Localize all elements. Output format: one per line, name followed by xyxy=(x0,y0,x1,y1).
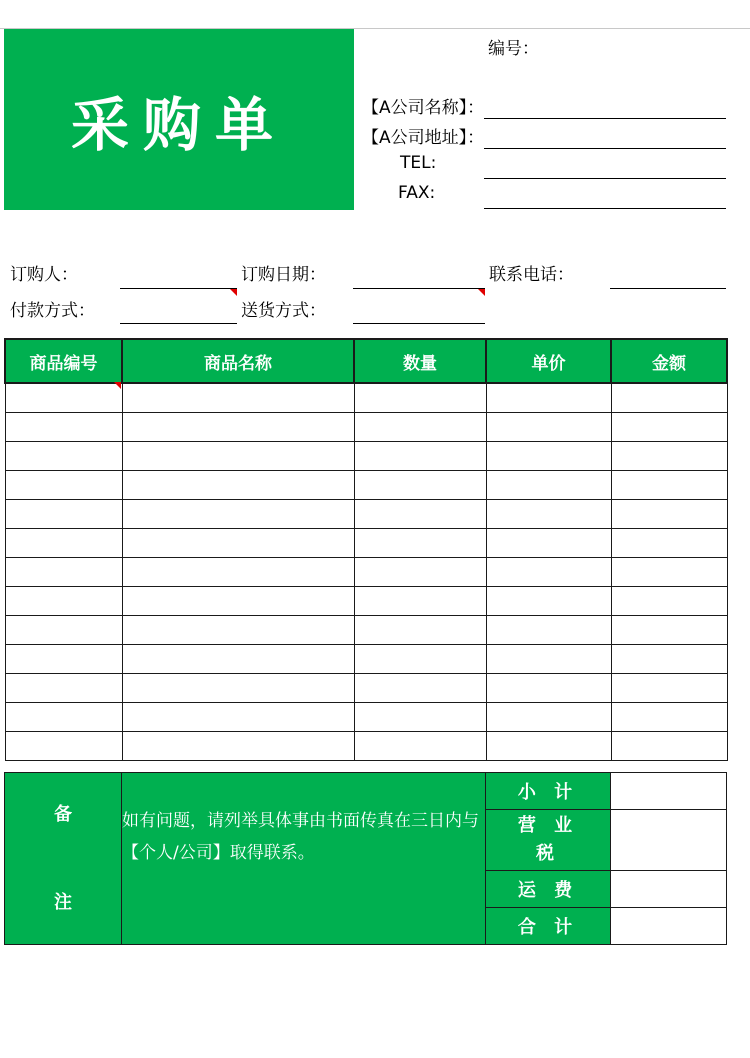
total-value[interactable] xyxy=(611,908,727,945)
table-row xyxy=(5,703,727,732)
table-row xyxy=(5,645,727,674)
col-header-item-code: 商品编号 xyxy=(5,339,122,383)
unit-price-cell[interactable] xyxy=(486,500,611,529)
comment-marker xyxy=(230,289,237,296)
fax-field[interactable] xyxy=(484,208,726,209)
order-date-label: 订购日期： xyxy=(241,265,326,285)
payment-field[interactable] xyxy=(120,323,237,324)
quantity-cell[interactable] xyxy=(354,645,486,674)
table-row xyxy=(5,732,727,761)
item-name-cell[interactable] xyxy=(122,442,354,471)
item-name-cell[interactable] xyxy=(122,645,354,674)
remarks-text-cell xyxy=(122,773,486,945)
amount-cell[interactable] xyxy=(611,645,727,674)
page-title: 采购单 xyxy=(70,90,287,159)
table-header-row xyxy=(5,339,727,383)
item-code-cell[interactable] xyxy=(5,732,122,761)
item-code-cell[interactable] xyxy=(5,674,122,703)
quantity-cell[interactable] xyxy=(354,442,486,471)
col-header-quantity: 数量 xyxy=(354,339,486,383)
order-date-field[interactable] xyxy=(353,288,485,289)
item-code-cell[interactable] xyxy=(5,558,122,587)
table-row xyxy=(5,558,727,587)
amount-cell[interactable] xyxy=(611,413,727,442)
quantity-cell[interactable] xyxy=(354,500,486,529)
shipping-value[interactable] xyxy=(611,871,727,908)
unit-price-cell[interactable] xyxy=(486,587,611,616)
business-tax-value[interactable] xyxy=(611,810,727,871)
table-row xyxy=(5,587,727,616)
table-row xyxy=(5,529,727,558)
quantity-cell[interactable] xyxy=(354,703,486,732)
unit-price-cell[interactable] xyxy=(486,529,611,558)
item-name-cell[interactable] xyxy=(122,500,354,529)
amount-cell[interactable] xyxy=(611,500,727,529)
remarks-label-cell xyxy=(5,773,122,945)
item-code-cell[interactable] xyxy=(5,413,122,442)
total-label: 合 计 xyxy=(486,908,611,945)
amount-cell[interactable] xyxy=(611,703,727,732)
quantity-cell[interactable] xyxy=(354,674,486,703)
phone-field[interactable] xyxy=(610,288,726,289)
business-tax-label-2: 税 xyxy=(536,843,560,864)
amount-cell[interactable] xyxy=(611,529,727,558)
delivery-field[interactable] xyxy=(353,323,485,324)
unit-price-cell[interactable] xyxy=(486,383,611,413)
unit-price-cell[interactable] xyxy=(486,674,611,703)
remarks-label-1: 备 xyxy=(54,803,72,825)
amount-cell[interactable] xyxy=(611,616,727,645)
payment-label: 付款方式： xyxy=(10,301,95,321)
quantity-cell[interactable] xyxy=(354,471,486,500)
items-table xyxy=(4,338,728,761)
remarks-text: 如有问题，请列举具体事由书面传真在三日内与【个人/公司】取得联系。 xyxy=(122,810,479,863)
company-name-field[interactable] xyxy=(484,118,726,119)
item-name-cell[interactable] xyxy=(122,529,354,558)
item-name-cell[interactable] xyxy=(122,703,354,732)
unit-price-cell[interactable] xyxy=(486,616,611,645)
title-banner xyxy=(4,29,354,210)
comment-marker xyxy=(114,382,121,389)
business-tax-label-cell xyxy=(486,810,611,871)
company-name-label: 【A公司名称】： xyxy=(362,98,485,118)
item-name-cell[interactable] xyxy=(122,383,354,413)
item-code-cell[interactable] xyxy=(5,500,122,529)
col-header-amount: 金额 xyxy=(611,339,727,383)
item-name-cell[interactable] xyxy=(122,732,354,761)
item-name-cell[interactable] xyxy=(122,471,354,500)
table-row xyxy=(5,442,727,471)
amount-cell[interactable] xyxy=(611,674,727,703)
company-address-field[interactable] xyxy=(484,148,726,149)
unit-price-cell[interactable] xyxy=(486,703,611,732)
summary-table xyxy=(4,772,727,945)
quantity-cell[interactable] xyxy=(354,732,486,761)
unit-price-cell[interactable] xyxy=(486,645,611,674)
phone-label: 联系电话： xyxy=(489,265,574,285)
quantity-cell[interactable] xyxy=(354,558,486,587)
quantity-cell[interactable] xyxy=(354,616,486,645)
item-code-cell[interactable] xyxy=(5,587,122,616)
quantity-cell[interactable] xyxy=(354,587,486,616)
orderer-label: 订购人： xyxy=(10,265,78,285)
table-row xyxy=(5,674,727,703)
table-row xyxy=(5,500,727,529)
table-row xyxy=(5,616,727,645)
item-name-cell[interactable] xyxy=(122,587,354,616)
tel-label: TEL: xyxy=(400,153,437,173)
item-name-cell[interactable] xyxy=(122,558,354,587)
quantity-cell[interactable] xyxy=(354,529,486,558)
subtotal-value[interactable] xyxy=(611,773,727,810)
unit-price-cell[interactable] xyxy=(486,732,611,761)
amount-cell[interactable] xyxy=(611,587,727,616)
quantity-cell[interactable] xyxy=(354,383,486,413)
col-header-item-name: 商品名称 xyxy=(122,339,354,383)
tel-field[interactable] xyxy=(484,178,726,179)
unit-price-cell[interactable] xyxy=(486,413,611,442)
item-code-cell[interactable] xyxy=(5,616,122,645)
unit-price-cell[interactable] xyxy=(486,558,611,587)
table-row xyxy=(5,471,727,500)
table-row xyxy=(5,413,727,442)
col-header-unit-price: 单价 xyxy=(486,339,611,383)
item-name-cell[interactable] xyxy=(122,616,354,645)
amount-cell[interactable] xyxy=(611,558,727,587)
company-address-label: 【A公司地址】： xyxy=(362,128,485,148)
item-code-cell[interactable] xyxy=(5,383,122,413)
orderer-field[interactable] xyxy=(120,288,237,289)
amount-cell[interactable] xyxy=(611,732,727,761)
shipping-label: 运 费 xyxy=(486,871,611,908)
unit-price-cell[interactable] xyxy=(486,442,611,471)
item-code-cell[interactable] xyxy=(5,703,122,732)
item-code-cell[interactable] xyxy=(5,442,122,471)
quantity-cell[interactable] xyxy=(354,413,486,442)
item-code-cell[interactable] xyxy=(5,645,122,674)
number-label: 编号： xyxy=(488,39,539,59)
delivery-label: 送货方式： xyxy=(241,301,326,321)
amount-cell[interactable] xyxy=(611,442,727,471)
subtotal-label: 小 计 xyxy=(486,773,611,810)
item-name-cell[interactable] xyxy=(122,413,354,442)
item-code-cell[interactable] xyxy=(5,529,122,558)
remarks-label-2: 注 xyxy=(54,891,72,913)
item-code-cell[interactable] xyxy=(5,471,122,500)
item-name-cell[interactable] xyxy=(122,674,354,703)
fax-label: FAX: xyxy=(398,183,436,203)
comment-marker xyxy=(478,289,485,296)
amount-cell[interactable] xyxy=(611,383,727,413)
unit-price-cell[interactable] xyxy=(486,471,611,500)
amount-cell[interactable] xyxy=(611,471,727,500)
business-tax-label-1: 营 业 xyxy=(517,815,579,836)
